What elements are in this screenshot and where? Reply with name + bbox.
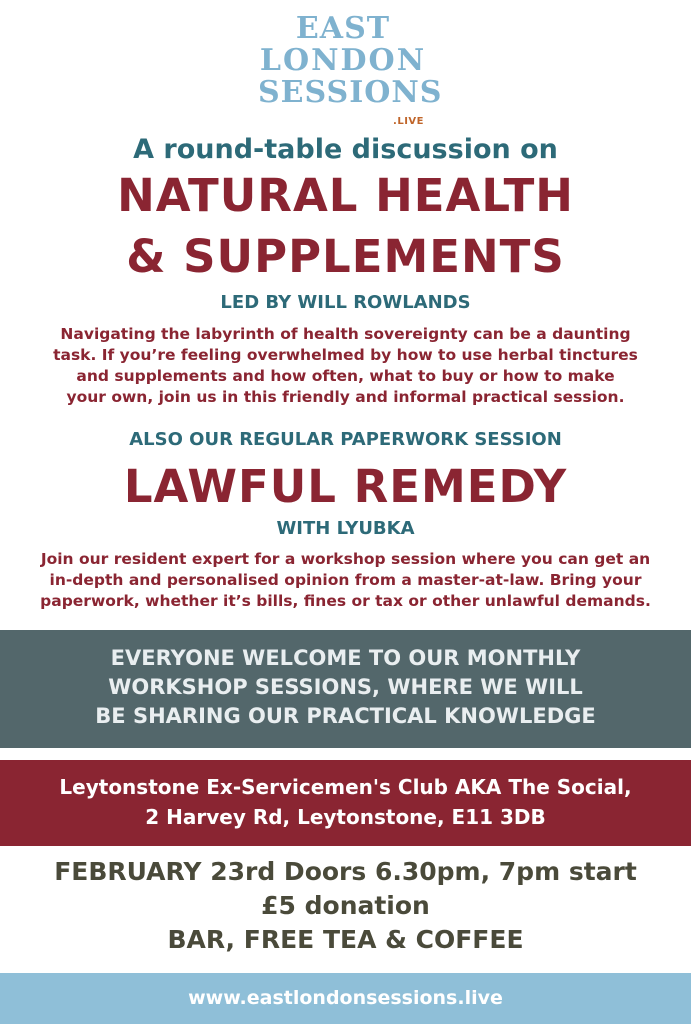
topic-intro: A round-table discussion on [133, 134, 558, 165]
event-extras: BAR, FREE TEA & COFFEE [167, 925, 524, 954]
topic-description [0, 324, 691, 408]
topic-title-line1: NATURAL HEALTH [117, 169, 574, 222]
topic-description-line: and supplements and how often, what to buy or how to make [76, 367, 615, 385]
welcome-line: BE SHARING OUR PRACTICAL KNOWLEDGE [95, 704, 596, 728]
second-session-title: LAWFUL REMEDY [123, 460, 568, 513]
venue-text [0, 772, 691, 832]
logo-line-sessions: SESSIONS [258, 75, 443, 110]
logo-live-suffix: .LIVE [393, 116, 424, 127]
welcome-text [0, 644, 691, 731]
topic-description-line: task. If you’re feeling overwhelmed by how to use herbal tinctures [53, 346, 638, 364]
second-session-description-line: Join our resident expert for a workshop session where you can get an [40, 550, 651, 568]
logo-line-east: EAST [295, 11, 391, 46]
second-session-description [0, 549, 691, 612]
venue-line: 2 Harvey Rd, Leytonstone, E11 3DB [145, 805, 546, 829]
topic-title-line2: & SUPPLEMENTS [126, 230, 565, 283]
topic-description-line: Navigating the labyrinth of health sovereignty can be a daunting [60, 325, 631, 343]
logo-line-london: LONDON [259, 43, 427, 78]
welcome-line: EVERYONE WELCOME TO OUR MONTHLY [110, 646, 581, 670]
east-london-sessions-logo [258, 11, 443, 130]
topic-description-line: your own, join us in this friendly and informal practical session. [66, 388, 625, 406]
event-details [0, 855, 691, 957]
second-session-intro: ALSO OUR REGULAR PAPERWORK SESSION [129, 429, 562, 450]
second-session-description-line: paperwork, whether it’s bills, fines or tax or other unlawful demands. [40, 592, 651, 610]
second-session-with: WITH LYUBKA [276, 518, 415, 539]
venue-line: Leytonstone Ex-Servicemen's Club AKA The Social, [59, 775, 632, 799]
topic-led-by: LED BY WILL ROWLANDS [220, 292, 471, 313]
event-price: £5 donation [261, 891, 430, 920]
welcome-line: WORKSHOP SESSIONS, WHERE WE WILL [108, 675, 583, 699]
event-date-time: FEBRUARY 23rd Doors 6.30pm, 7pm start [54, 857, 637, 886]
website-link[interactable]: www.eastlondonsessions.live [188, 987, 503, 1009]
second-session-description-line: in-depth and personalised opinion from a master-at-law. Bring your [49, 571, 642, 589]
website-band [0, 973, 691, 1024]
venue-band [0, 760, 691, 846]
welcome-band [0, 630, 691, 748]
